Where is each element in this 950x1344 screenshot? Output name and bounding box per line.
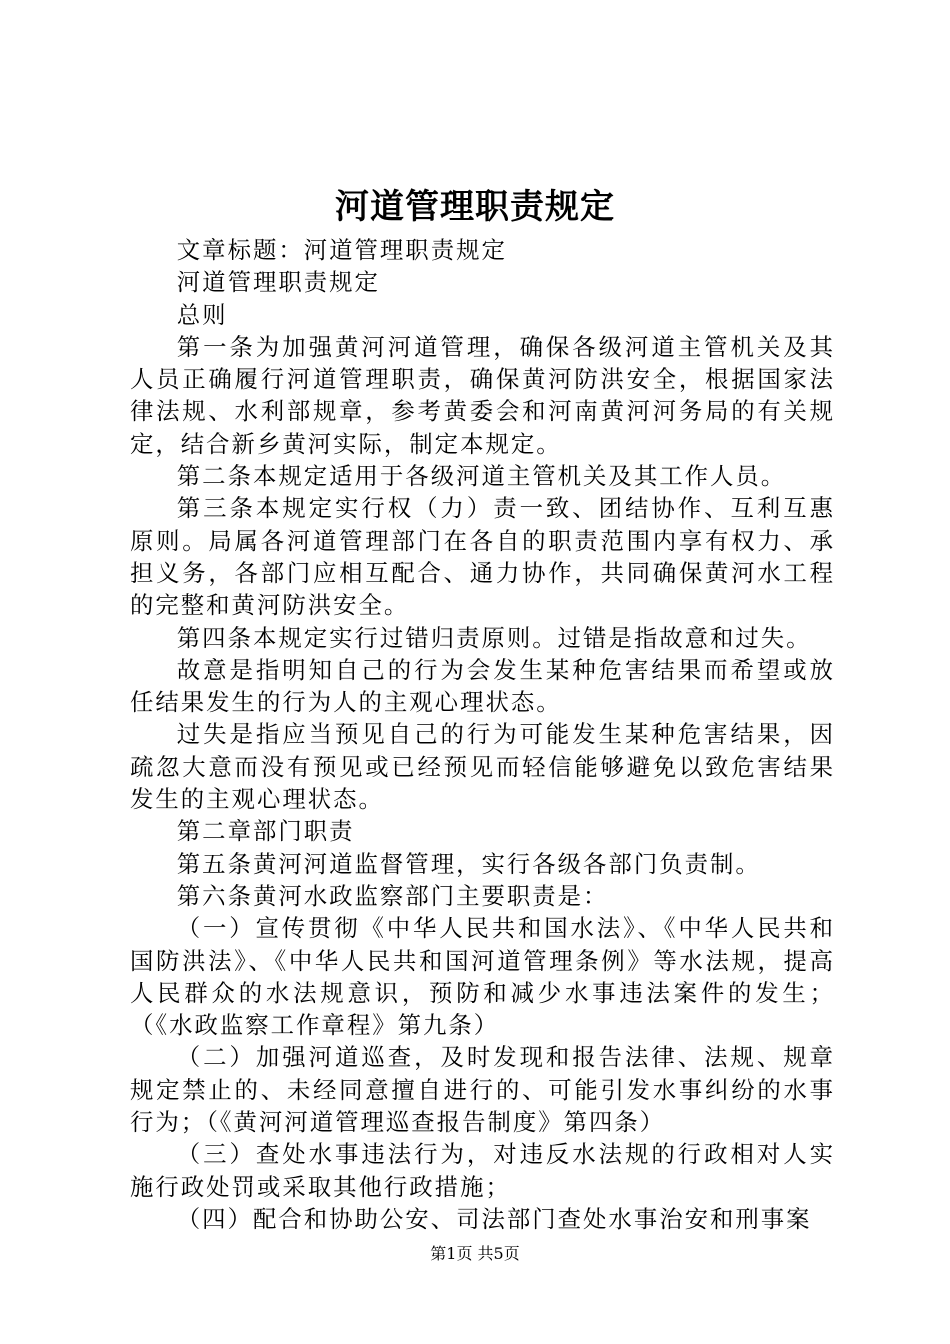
paragraph: 第六条黄河水政监察部门主要职责是：	[176, 881, 609, 910]
paragraph: 第一条为加强黄河河道管理，确保各级河道主管机关及其人员正确履行河道管理职责，确保黄河防洪安全，根据国家法律法规、水利部规章，参考黄委会和河南黄河河务局的有关规定，结合新乡黄河实际，制定本规定。	[130, 332, 835, 458]
paragraph: （二）加强河道巡查，及时发现和报告法律、法规、规章规定禁止的、未经同意擅自进行的、可能引发水事纠纷的水事行为；（《黄河河道管理巡查报告制度》第四条）	[130, 1043, 835, 1137]
paragraph: 第三条本规定实行权（力）责一致、团结协作、互利互惠原则。局属各河道管理部门在各自的职责范围内享有权力、承担义务，各部门应相互配合、通力协作，共同确保黄河水工程的完整和黄河防洪安全。	[130, 494, 835, 620]
paragraph: 文章标题：河道管理职责规定	[176, 236, 507, 264]
paragraph: （四）配合和协助公安、司法部门查处水事治安和刑事案	[176, 1204, 812, 1233]
paragraph: 第四条本规定实行过错归责原则。过错是指故意和过失。	[176, 623, 812, 652]
paragraph: 过失是指应当预见自己的行为可能发生某种危害结果，因疏忽大意而没有预见或已经预见而轻信能够避免以致危害结果发生的主观心理状态。	[130, 720, 835, 814]
paragraph: 第五条黄河河道监督管理，实行各级各部门负责制。	[176, 849, 761, 878]
paragraph: 故意是指明知自己的行为会发生某种危害结果而希望或放任结果发生的行为人的主观心理状态。	[130, 655, 835, 717]
paragraph: 总则	[176, 300, 228, 329]
paragraph: 河道管理职责规定	[176, 268, 380, 297]
page-number-footer: 第1页 共5页	[430, 1244, 520, 1263]
paragraph: （一）宣传贯彻《中华人民共和国水法》、《中华人民共和国防洪法》、《中华人民共和国河道管理条例》等水法规，提高人民群众的水法规意识，预防和减少水事违法案件的发生；（《水政监察工作章程》第九条）	[130, 914, 835, 1040]
paragraph: 第二章部门职责	[176, 817, 355, 846]
paragraph: （三）查处水事违法行为，对违反水法规的行政相对人实施行政处罚或采取其他行政措施；	[130, 1140, 835, 1201]
paragraph: 第二条本规定适用于各级河道主管机关及其工作人员。	[176, 462, 787, 491]
document-body	[130, 234, 835, 1235]
document-title: 河道管理职责规定	[335, 187, 615, 227]
